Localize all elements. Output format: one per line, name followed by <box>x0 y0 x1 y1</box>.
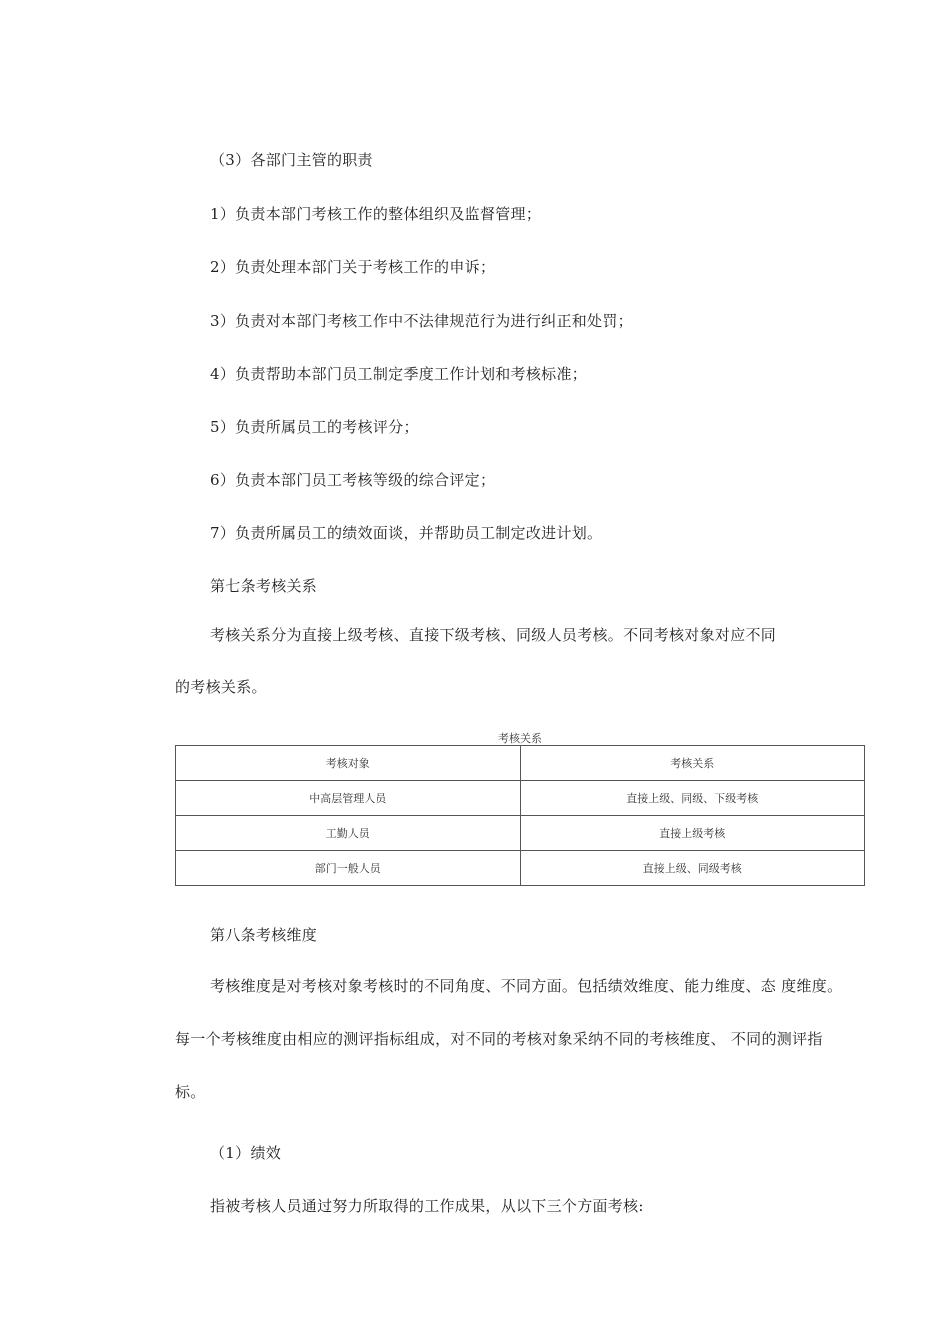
article-7-paragraph-line-2: 的考核关系。 <box>175 678 267 696</box>
table-row <box>176 851 865 886</box>
table-row <box>176 816 865 851</box>
table-cell: 中高层管理人员 <box>176 781 521 816</box>
duty-item-4: 4）负责帮助本部门员工制定季度工作计划和考核标准； <box>210 365 588 383</box>
duty-item-1: 1）负责本部门考核工作的整体组织及监督管理； <box>210 205 542 223</box>
table-cell: 部门一般人员 <box>176 851 521 886</box>
duty-item-3: 3）负责对本部门考核工作中不法律规范行为进行纠正和处罚； <box>210 312 633 330</box>
duty-item-5: 5）负责所属员工的考核评分； <box>210 418 419 436</box>
article-8-paragraph-line-1: 考核维度是对考核对象考核时的不同角度、不同方面。包括绩效维度、能力维度、态 度维度。 <box>210 977 843 995</box>
section-heading-supervisor-duties: （3）各部门主管的职责 <box>210 151 373 169</box>
article-7-paragraph-line-1: 考核关系分为直接上级考核、直接下级考核、同级人员考核。不同考核对象对应不同 <box>210 626 777 644</box>
table-caption: 考核关系 <box>498 732 542 745</box>
table-cell: 直接上级、同级、下级考核 <box>520 781 865 816</box>
table-cell: 直接上级考核 <box>520 816 865 851</box>
table-cell: 直接上级、同级考核 <box>520 851 865 886</box>
duty-item-2: 2）负责处理本部门关于考核工作的申诉； <box>210 258 496 276</box>
duty-item-7: 7）负责所属员工的绩效面谈，并帮助员工制定改进计划。 <box>210 524 603 542</box>
table-header-row <box>176 746 865 781</box>
article-8-paragraph-line-2: 每一个考核维度由相应的测评指标组成，对不同的考核对象采纳不同的考核维度、 不同的测评指 <box>175 1030 823 1048</box>
article-8-paragraph-line-3: 标。 <box>175 1083 206 1101</box>
article-7-heading: 第七条考核关系 <box>210 577 318 595</box>
assessment-relation-table <box>175 745 865 886</box>
article-8-heading: 第八条考核维度 <box>210 926 318 944</box>
performance-subheading: （1）绩效 <box>210 1144 282 1162</box>
duty-item-6: 6）负责本部门员工考核等级的综合评定； <box>210 471 496 489</box>
table-header-cell: 考核对象 <box>176 746 521 781</box>
performance-description: 指被考核人员通过努力所取得的工作成果，从以下三个方面考核: <box>210 1197 644 1215</box>
table-header-cell: 考核关系 <box>520 746 865 781</box>
table-row <box>176 781 865 816</box>
table-cell: 工勤人员 <box>176 816 521 851</box>
